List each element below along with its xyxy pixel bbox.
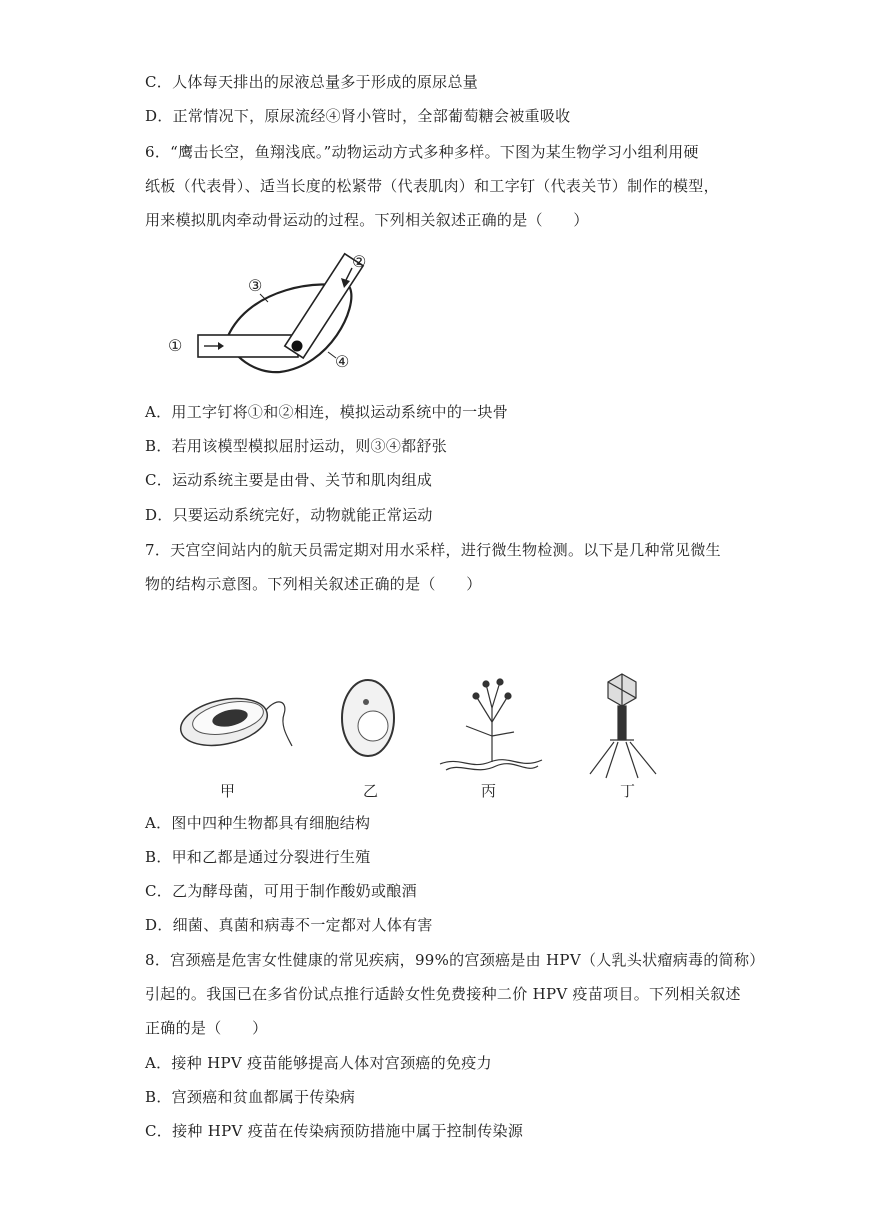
q6-stem-line-2: 纸板（代表骨）、适当长度的松紧带（代表肌肉）和工字钉（代表关节）制作的模型， [145,177,719,195]
q8-stem-line-2: 引起的。我国已在多省份试点推行适龄女性免费接种二价 HPV 疫苗项目。下列相关叙述 [145,985,741,1003]
q8-option-c: C．接种 HPV 疫苗在传染病预防措施中属于控制传染源 [145,1122,524,1140]
caption-jia: 甲 [220,782,236,800]
q6-option-c: C．运动系统主要是由骨、关节和肌肉组成 [145,471,433,489]
q7-option-d: D．细菌、真菌和病毒不一定都对人体有害 [145,916,433,934]
pin-joint-dot [292,341,303,352]
label-circled-3: ③ [248,276,263,295]
q7-stem-line-1: 7．天宫空间站内的航天员需定期对用水采样，进行微生物检测。以下是几种常见微生 [145,541,721,559]
q6-option-a: A．用工字钉将①和②相连，模拟运动系统中的一块骨 [145,403,509,421]
bacteriophage-drawing [590,674,656,778]
q8-stem-line-1: 8．宫颈癌是危害女性健康的常见疾病，99%的宫颈癌是由 HPV（人乳头状瘤病毒的简称） [145,951,765,969]
q8-option-a: A．接种 HPV 疫苗能够提高人体对宫颈癌的免疫力 [145,1054,492,1072]
q8-option-b: B．宫颈癌和贫血都属于传染病 [145,1088,356,1106]
bacterium-drawing [176,691,292,752]
q7-option-a: A．图中四种生物都具有细胞结构 [145,814,371,832]
q6-option-b: B．若用该模型模拟屈肘运动，则③④都舒张 [145,437,448,455]
mold-drawing [440,679,542,770]
microorganisms-figure [170,666,680,784]
q6-option-d: D．只要运动系统完好，动物就能正常运动 [145,506,433,524]
label-circled-2: ② [352,252,367,271]
label-circled-4: ④ [335,352,350,371]
q8-stem-line-3: 正确的是（ ） [145,1019,268,1037]
q5-option-d: D．正常情况下，原尿流经④肾小管时，全部葡萄糖会被重吸收 [145,107,571,125]
q6-stem-line-3: 用来模拟肌肉牵动骨运动的过程。下列相关叙述正确的是（ ） [145,211,589,229]
caption-ding: 丁 [620,782,636,800]
label-circled-1: ① [168,336,183,355]
q6-stem-line-1: 6．“鹰击长空，鱼翔浅底。”动物运动方式多种多样。下图为某生物学习小组利用硬 [145,143,699,161]
q7-option-b: B．甲和乙都是通过分裂进行生殖 [145,848,371,866]
q7-option-c: C．乙为酵母菌，可用于制作酸奶或酿酒 [145,882,417,900]
q7-stem-line-2: 物的结构示意图。下列相关叙述正确的是（ ） [145,575,482,593]
q5-option-c: C．人体每天排出的尿液总量多于形成的原尿总量 [145,73,479,91]
caption-bing: 丙 [481,782,497,800]
caption-yi: 乙 [363,782,379,800]
yeast-cell-drawing [342,680,394,756]
